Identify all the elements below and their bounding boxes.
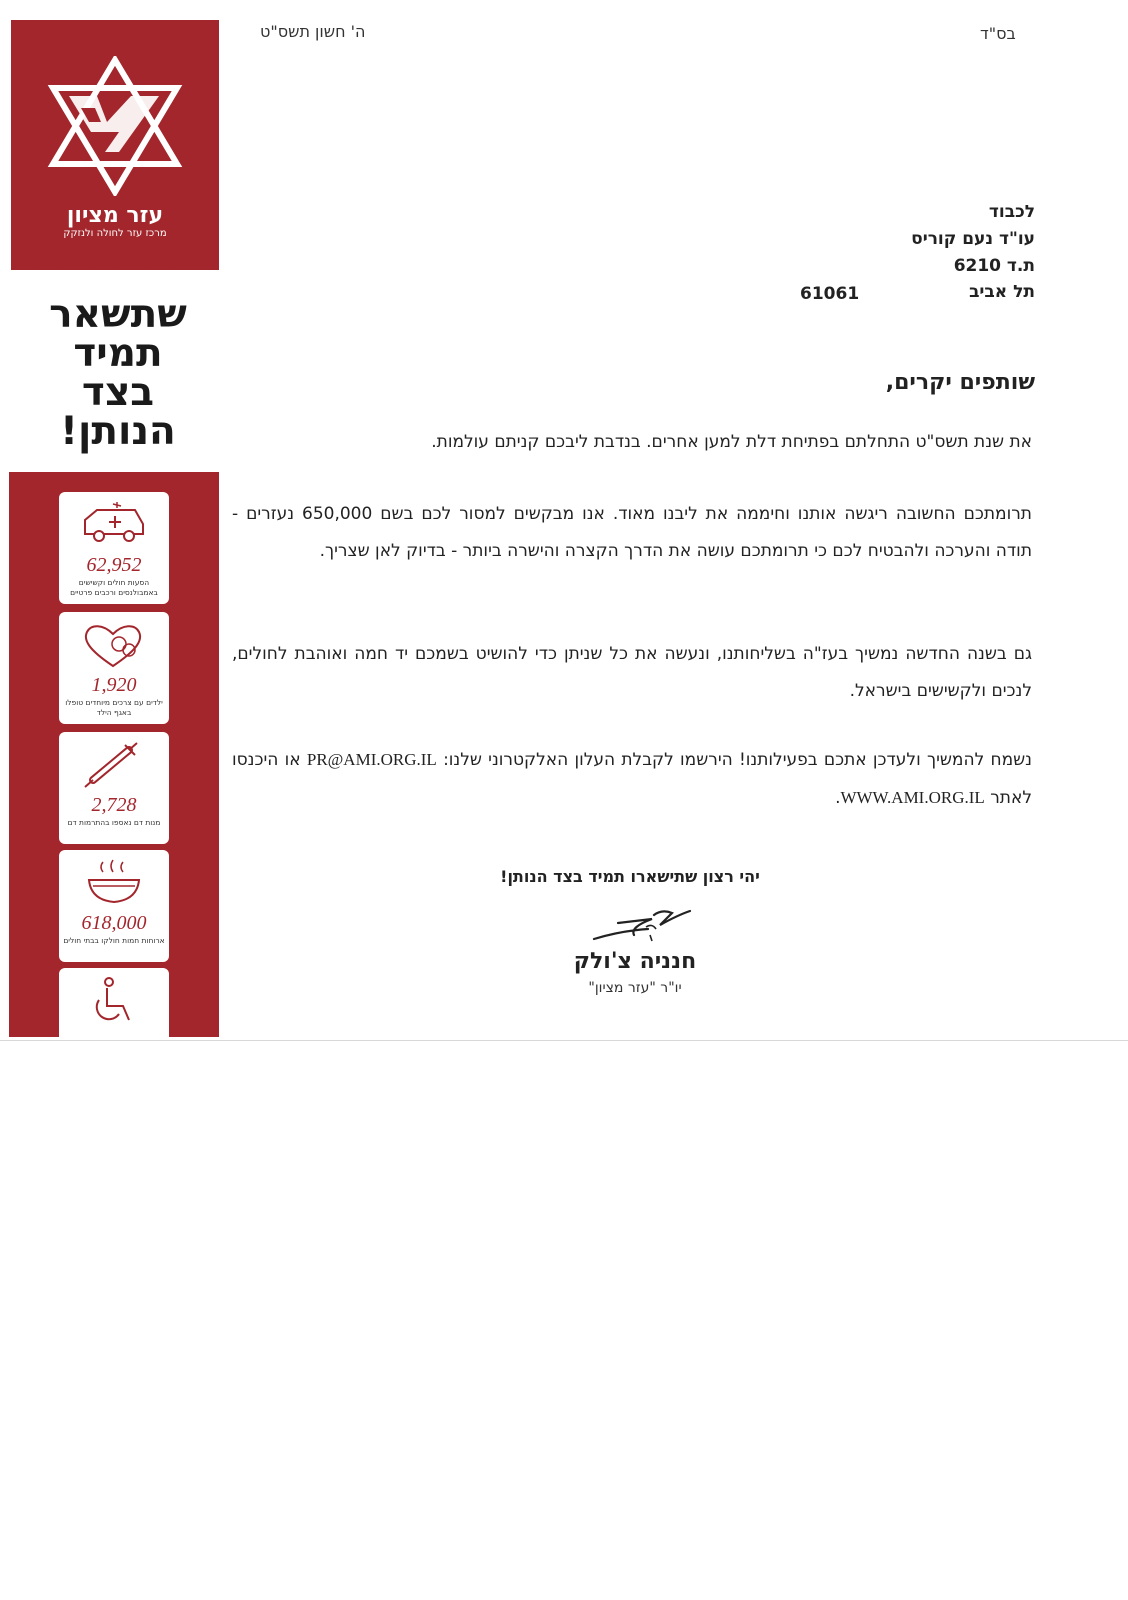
stat-caption: הסעות חולים וקשישים באמבולנסים ורכבים פרטיים xyxy=(70,578,158,597)
newsletter-text: נשמח להמשיך ולעדכן אתכם בפעילותנו! הירשמו לקבלת העלון האלקטרוני שלנו: xyxy=(443,750,1032,770)
logo-subtitle: מרכז עזר לחולה ולנזקק xyxy=(63,228,167,239)
sentence-end: . xyxy=(835,788,841,808)
logo-name: עזר מציון xyxy=(66,203,164,228)
slogan-line: בצד xyxy=(81,370,155,415)
slogan-line: הנותן! xyxy=(60,409,176,454)
stat-card xyxy=(59,492,169,604)
stat-number: 62,952 xyxy=(86,554,142,576)
bsd-mark: בס"ד xyxy=(980,24,1016,43)
paragraph-3: גם בשנה החדשה נמשיך בעז"ה בשליחותנו, ונעשה את כל שניתן כדי להושיט בשמכם יד חמה ואוהבת לחולים, לנכים ולקשישים בישראל. xyxy=(232,644,1032,701)
stat-card xyxy=(59,612,169,724)
paragraph-2: תרומתכם החשובה ריגשה אותנו וחיממה את ליבנו מאוד. אנו מבקשים למסור לכם בשם 650,000 נעזרים - תודה והערכה ולהבטיח לכם כי תרומתכם עושה את הדרך הקצרה והישרה ביותר - בדיוק לאן שצריך. xyxy=(232,504,1032,561)
stat-number: 1,920 xyxy=(91,674,137,696)
stat-caption: ילדים עם צרכים מיוחדים טופלו באגף הילד xyxy=(65,698,163,717)
stat-caption: ארוחות חמות חולקו בבתי חולים xyxy=(63,936,165,945)
recipient-salutation: לכבוד xyxy=(988,202,1035,222)
star-of-david-logo-icon xyxy=(45,56,185,196)
stat-caption: מנות דם נאספו בהתרמות דם xyxy=(67,818,161,827)
closing-line: יהי רצון שתישארו תמיד בצד הנותן! xyxy=(500,867,760,886)
ambulance-icon xyxy=(79,500,149,550)
paragraph-4 xyxy=(232,741,1032,817)
paragraph-1: את שנת תשס"ט התחלתם בפתיחת דלת למען אחרים. בנדבת ליבכם קניתם עולמות. xyxy=(431,432,1032,452)
slogan-line: שתשאר xyxy=(49,292,187,337)
website-link[interactable]: WWW.AMI.ORG.IL xyxy=(840,788,985,807)
stat-number: 2,728 xyxy=(91,794,137,816)
recipient-zip: 61061 xyxy=(800,284,860,304)
signer-name: חנניה צ'ולק xyxy=(573,949,697,974)
letter-date: ה' חשון תשס"ט xyxy=(260,22,366,41)
letter-greeting: שותפים יקרים, xyxy=(885,370,1035,395)
wheelchair-icon xyxy=(79,976,149,1026)
website-text: או היכנסו לאתר xyxy=(232,750,1032,808)
stat-card xyxy=(59,850,169,962)
slogan xyxy=(28,292,208,454)
handwritten-signature xyxy=(590,905,700,947)
soup-bowl-icon xyxy=(79,858,149,908)
recipient-city: תל אביב xyxy=(969,282,1035,302)
logo-block xyxy=(11,20,219,270)
syringe-icon xyxy=(79,740,149,790)
email-link[interactable]: PR@AMI.ORG.IL xyxy=(306,750,437,769)
stat-number: 618,000 xyxy=(81,912,147,934)
slogan-line: תמיד xyxy=(73,331,163,376)
signer-title: יו"ר "עזר מציון" xyxy=(588,980,682,996)
stats-column xyxy=(9,472,219,1037)
recipient-name: עו"ד נעם קוריס xyxy=(911,229,1035,249)
stat-card xyxy=(59,732,169,844)
hearts-icon xyxy=(79,620,149,670)
torn-edge xyxy=(11,262,219,272)
recipient-po-box: ת.ד 6210 xyxy=(953,256,1035,276)
stat-card xyxy=(59,968,169,1037)
